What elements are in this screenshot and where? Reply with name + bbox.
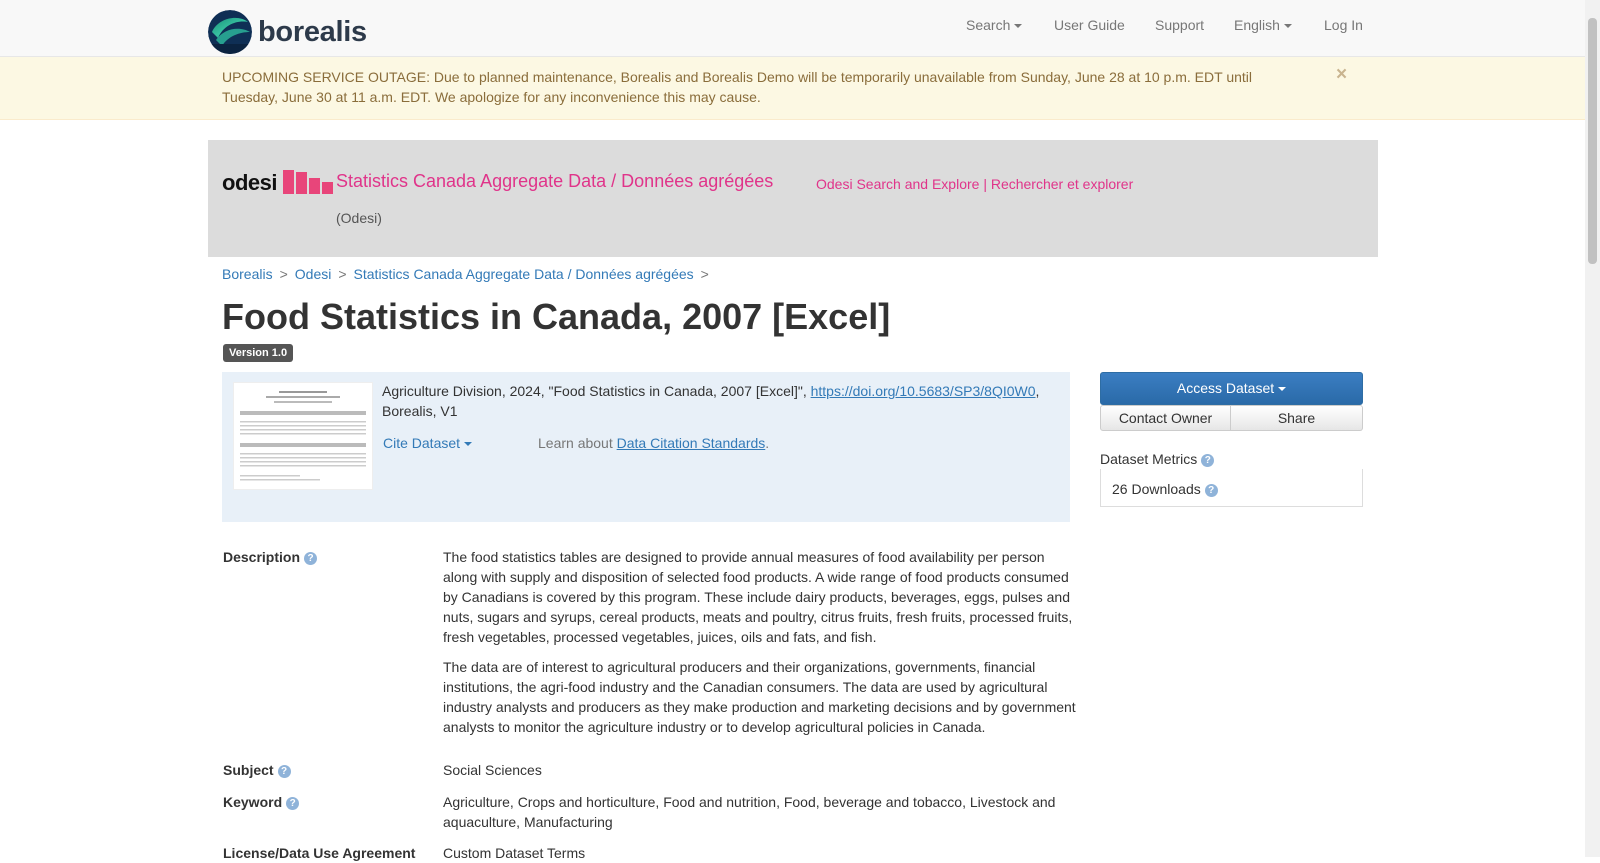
breadcrumb-separator: > <box>700 266 709 282</box>
breadcrumb-separator: > <box>338 266 347 282</box>
citation-authors: Agriculture Division, 2024, "Food Statistics in Canada, 2007 [Excel]", <box>382 383 811 399</box>
help-icon[interactable]: ? <box>278 765 291 778</box>
collection-header <box>208 140 1378 257</box>
description-paragraph: The food statistics tables are designed to provide annual measures of food availability per person along with supply and disposition of selected food products. A wide range of food products consumed by Canadians is covered by this program. These include dairy products, beverages, eggs, pulses and nuts, sugars and syrups, cereal products, meats and poultry, citrus fruits, fresh fruits, processed fruits, fresh vegetables, processed vegetables, juices, oils and fats, and fish. <box>443 549 1073 645</box>
keyword-label-text: Keyword <box>223 794 283 810</box>
metrics-panel <box>1100 469 1363 507</box>
chevron-down-icon <box>1014 24 1022 28</box>
odesi-bars-icon <box>283 168 333 194</box>
citation-publisher: , Borealis, V1 <box>382 383 1040 419</box>
odesi-search-explore-link[interactable]: Odesi Search and Explore | Rechercher et explorer <box>816 176 1134 192</box>
navbar <box>0 0 1585 57</box>
downloads-label: 26 Downloads <box>1112 481 1201 497</box>
breadcrumb-collection[interactable]: Statistics Canada Aggregate Data / Données agrégées <box>353 266 694 282</box>
dataset-metrics-label: Dataset Metrics <box>1100 451 1198 467</box>
learn-suffix: . <box>765 435 770 451</box>
description-label <box>223 549 317 565</box>
brand-logo-link[interactable] <box>208 10 367 54</box>
citation-box <box>222 372 1070 522</box>
nav-language-label: English <box>1234 17 1280 33</box>
data-citation-standards-link[interactable]: Data Citation Standards <box>616 435 766 451</box>
nav-user-guide[interactable]: User Guide <box>1054 17 1125 33</box>
odesi-logo[interactable] <box>222 168 333 196</box>
brand-name: borealis <box>258 15 367 48</box>
chevron-down-icon <box>1284 24 1292 28</box>
citation-text <box>382 381 1052 421</box>
subject-label <box>223 762 291 778</box>
chevron-down-icon <box>1278 387 1286 391</box>
subject-label-text: Subject <box>223 762 274 778</box>
nav-support[interactable]: Support <box>1155 17 1205 33</box>
learn-prefix: Learn about <box>538 435 617 451</box>
cite-dataset-label: Cite Dataset <box>383 435 461 451</box>
custom-dataset-terms-link[interactable]: Custom Dataset Terms <box>443 845 586 861</box>
breadcrumb <box>222 266 716 282</box>
service-outage-alert <box>0 57 1585 120</box>
collection-subtitle: (Odesi) <box>336 210 382 226</box>
license-label: License/Data Use Agreement <box>223 845 416 861</box>
description-value <box>443 547 1079 747</box>
cite-dataset-button[interactable] <box>383 435 472 451</box>
chevron-down-icon <box>464 442 472 446</box>
odesi-logo-text: odesi <box>222 170 277 195</box>
share-button[interactable]: Share <box>1231 405 1363 431</box>
breadcrumb-separator: > <box>279 266 288 282</box>
nav-language-dropdown[interactable] <box>1234 17 1292 33</box>
nav-search-dropdown[interactable] <box>966 17 1022 33</box>
breadcrumb-borealis[interactable]: Borealis <box>222 266 273 282</box>
keyword-label <box>223 794 299 810</box>
access-dataset-button[interactable] <box>1100 372 1363 405</box>
borealis-logo-icon <box>208 10 252 54</box>
page-title: Food Statistics in Canada, 2007 [Excel] <box>222 296 891 337</box>
help-icon[interactable]: ? <box>286 797 299 810</box>
downloads-count <box>1112 481 1218 497</box>
description-label-text: Description <box>223 549 301 565</box>
version-badge: Version 1.0 <box>223 344 293 362</box>
subject-value: Social Sciences <box>443 762 542 778</box>
access-dataset-label: Access Dataset <box>1176 380 1275 396</box>
page-scrollbar[interactable] <box>1585 0 1600 857</box>
citation-standards-note <box>538 435 769 451</box>
nav-search-label: Search <box>966 17 1011 33</box>
help-icon[interactable]: ? <box>1205 484 1218 497</box>
keyword-value: Agriculture, Crops and horticulture, Food and nutrition, Food, beverage and tobacco, Livestock and aquaculture, Manufacturing <box>443 794 1056 830</box>
scrollbar-thumb[interactable] <box>1588 18 1597 264</box>
dataset-thumbnail <box>233 382 373 490</box>
nav-login[interactable]: Log In <box>1324 17 1363 33</box>
close-icon[interactable]: × <box>1336 64 1348 85</box>
dataset-metrics-heading <box>1100 451 1214 467</box>
help-icon[interactable]: ? <box>1201 454 1214 467</box>
doi-link[interactable]: https://doi.org/10.5683/SP3/8QI0W0 <box>810 383 1036 399</box>
alert-message: UPCOMING SERVICE OUTAGE: Due to planned maintenance, Borealis and Borealis Demo will be temporarily unavailable from Sunday, June 28 at 10 p.m. EDT until Tuesday, June 30 at 11 a.m. EDT. We apologize for any inconvenience this may cause. <box>222 69 1252 105</box>
description-paragraph: The data are of interest to agricultural producers and their organizations, governments, financial institutions, the agri-food industry and the Canadian consumers. The data are used by agricultural industry analysts and producers as they make production and marketing decisions and by government analysts to monitor the agriculture industry or to develop agricultural policies in Canada. <box>443 659 1076 735</box>
help-icon[interactable]: ? <box>304 552 317 565</box>
collection-title[interactable]: Statistics Canada Aggregate Data / Données agrégées <box>336 171 774 191</box>
breadcrumb-odesi[interactable]: Odesi <box>294 266 332 282</box>
contact-owner-button[interactable]: Contact Owner <box>1100 405 1231 431</box>
